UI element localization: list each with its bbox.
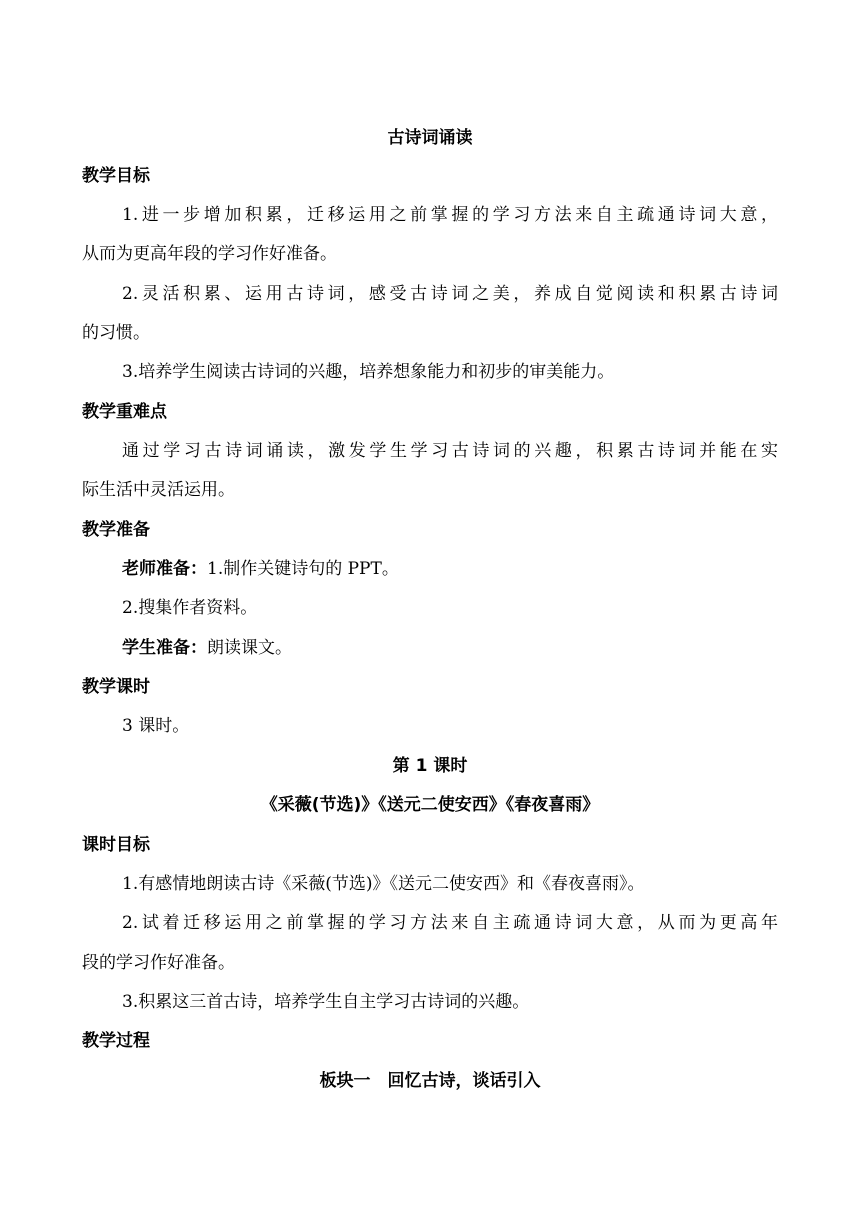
lesson-title: 第 1 课时	[392, 756, 468, 776]
heading-teaching-process: 教学过程	[82, 1031, 150, 1051]
student-prep-item: 朗读课文。	[207, 638, 292, 658]
goal-2-line-2: 的习惯。	[82, 323, 150, 343]
goal-3: 3.培养学生阅读古诗词的兴趣，培养想象能力和初步的审美能力。	[122, 362, 615, 382]
lesson-goal-1: 1.有感情地朗读古诗《采薇(节选)》《送元二使安西》和《春夜喜雨》。	[122, 874, 645, 894]
heading-class-hours: 教学课时	[82, 677, 150, 697]
heading-lesson-goals: 课时目标	[82, 835, 150, 855]
teacher-prep-label: 老师准备：	[122, 559, 207, 579]
teacher-prep-item-1: 1.制作关键诗句的 PPT。	[207, 559, 399, 579]
lesson-goal-2-line-1: 2.试着迁移运用之前掌握的学习方法来自主疏通诗词大意，从而为更高年	[122, 913, 778, 933]
student-prep-label: 学生准备：	[122, 638, 207, 658]
class-hours-value: 3 课时。	[122, 716, 190, 736]
goal-1-line-2: 从而为更高年段的学习作好准备。	[82, 244, 337, 264]
key-line-2: 际生活中灵活运用。	[82, 480, 235, 500]
doc-title: 古诗词诵读	[387, 128, 473, 148]
lesson-poems: 《采薇(节选)》《送元二使安西》《春夜喜雨》	[260, 795, 600, 815]
lesson-goal-3: 3.积累这三首古诗，培养学生自主学习古诗词的兴趣。	[122, 992, 530, 1012]
key-line-1: 通过学习古诗词诵读，激发学生学习古诗词的兴趣，积累古诗词并能在实	[122, 441, 778, 461]
teacher-prep	[122, 558, 399, 580]
heading-key-difficulties: 教学重难点	[82, 402, 167, 422]
block-1-title: 板块一 回忆古诗，谈话引入	[319, 1071, 541, 1091]
lesson-goal-2-line-2: 段的学习作好准备。	[82, 953, 235, 973]
goal-1-line-1: 1.进一步增加积累，迁移运用之前掌握的学习方法来自主疏通诗词大意，	[122, 205, 778, 225]
heading-teaching-goals: 教学目标	[82, 166, 150, 186]
heading-preparation: 教学准备	[82, 520, 150, 540]
student-prep	[122, 637, 292, 659]
goal-2-line-1: 2.灵活积累、运用古诗词，感受古诗词之美，养成自觉阅读和积累古诗词	[122, 284, 778, 304]
teacher-prep-item-2: 2.搜集作者资料。	[122, 598, 258, 618]
